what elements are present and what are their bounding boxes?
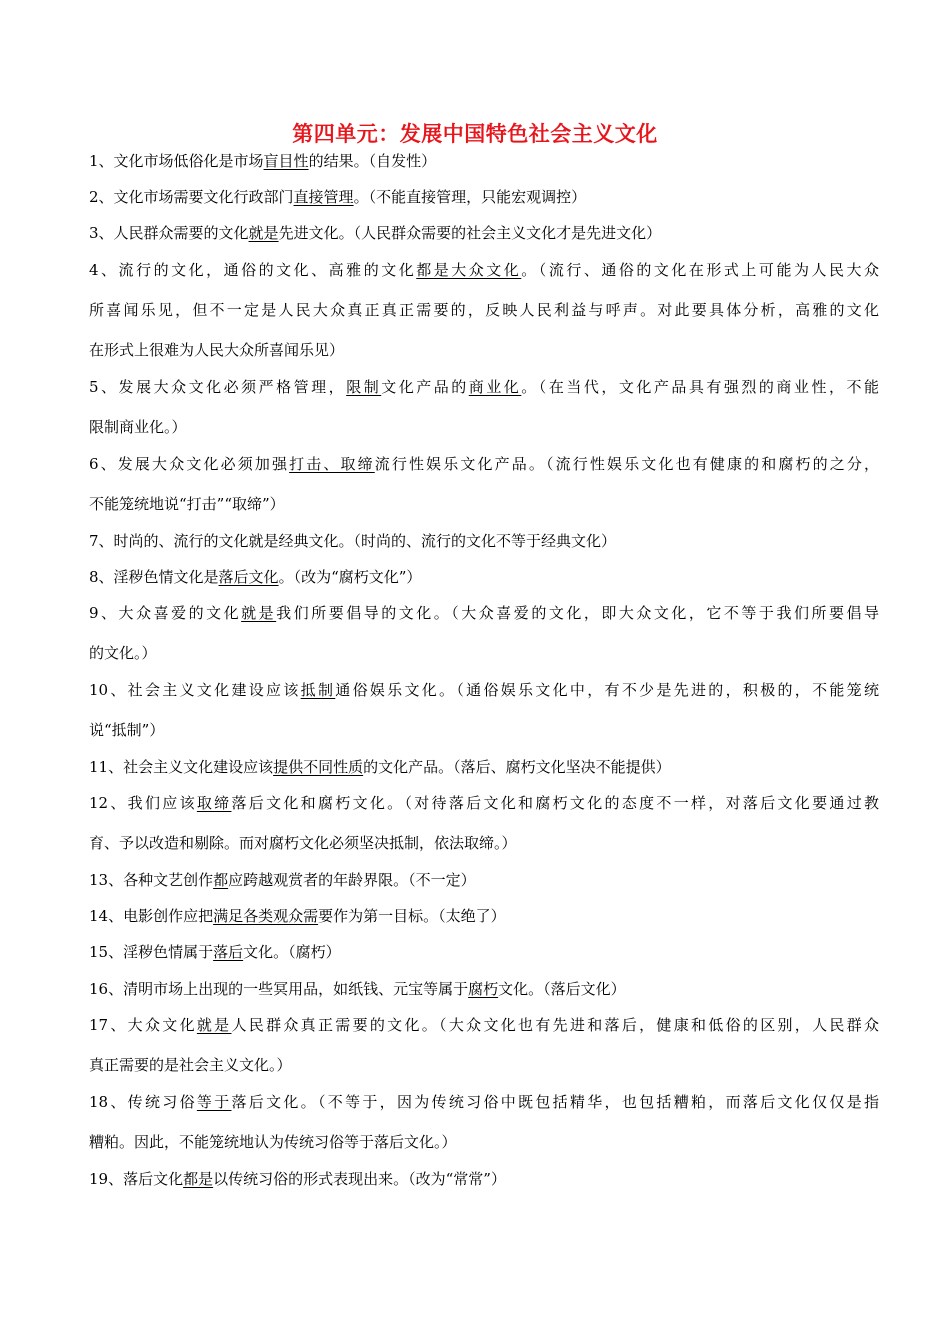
statement-1: [89, 151, 879, 171]
statement-9-cont: 的文化。）: [89, 644, 157, 662]
underlined-error: 打击、取缔: [289, 455, 375, 473]
statement-16: [89, 979, 879, 999]
statement-text: 落后文化。（不等于，因为传统习俗中既包括精华，也包括糟粕，而落后文化仅仅是指: [231, 1093, 879, 1111]
statement-text: 文化。（腐朽）: [243, 943, 341, 961]
statement-4: [89, 260, 879, 280]
statement-9: [89, 603, 879, 623]
underlined-error: 等于: [196, 1093, 232, 1111]
underlined-error: 盲目性: [263, 152, 309, 170]
statement-15: [89, 942, 879, 962]
statement-text: 19、落后文化: [89, 1170, 184, 1188]
statement-text: 人民群众真正需要的文化。（大众文化也有先进和落后，健康和低俗的区别，人民群众: [231, 1016, 879, 1034]
underlined-error: 落后文化: [218, 568, 279, 586]
statement-2: [89, 187, 879, 207]
underlined-error: 落后: [213, 943, 244, 961]
statement-11: [89, 757, 879, 777]
statement-text: 10、社会主义文化建设应该: [89, 681, 301, 699]
underlined-error: 就是: [241, 604, 277, 622]
statement-text: 6、发展大众文化必须加强: [89, 455, 290, 473]
statement-text: 9、大众喜爱的文化: [89, 604, 242, 622]
statement-3: [89, 223, 879, 243]
statement-text: 落后文化和腐朽文化。（对待落后文化和腐朽文化的态度不一样，对落后文化要通过教: [231, 794, 879, 812]
statement-text: 。（在当代，文化产品具有强烈的商业性，不能: [521, 378, 879, 396]
statement-text: 。（不能直接管理，只能宏观调控）: [353, 188, 587, 206]
statement-4-cont: 在形式上很难为人民大众所喜闻乐见）: [89, 341, 345, 359]
statement-18: [89, 1092, 879, 1112]
statement-text: 11、社会主义文化建设应该: [89, 758, 274, 776]
underlined-error: 抵制: [300, 681, 336, 699]
statement-6: [89, 454, 879, 474]
document-title: 第四单元：发展中国特色社会主义文化: [292, 122, 658, 146]
statement-17-cont: 真正需要的是社会主义文化。）: [89, 1056, 292, 1074]
underlined-error: 提供不同性质: [273, 758, 364, 776]
underlined-error: 就是: [248, 224, 279, 242]
statement-text: 3、人民群众需要的文化: [89, 224, 249, 242]
statement-13: [89, 870, 879, 890]
statement-text: 17、大众文化: [89, 1016, 197, 1034]
statement-text: 要作为第一目标。（太绝了）: [318, 907, 506, 925]
statement-text: 我们所要倡导的文化。（大众喜爱的文化，即大众文化，它不等于我们所要倡导: [276, 604, 879, 622]
underlined-error: 都: [213, 871, 229, 889]
statement-text: 通俗娱乐文化。（通俗娱乐文化中，有不少是先进的，积极的，不能笼统: [335, 681, 879, 699]
underlined-error: 就是: [196, 1016, 232, 1034]
underlined-error: 腐朽: [468, 980, 499, 998]
statement-text: 13、各种文艺创作: [89, 871, 214, 889]
statement-text: 4、流行的文化，通俗的文化、高雅的文化: [89, 261, 417, 279]
statement-14: [89, 906, 879, 926]
statement-7: 7、时尚的、流行的文化就是经典文化。（时尚的、流行的文化不等于经典文化）: [89, 532, 617, 550]
statement-5-cont: 限制商业化。）: [89, 418, 187, 436]
statement-text: 。（流行、通俗的文化在形式上可能为人民大众: [521, 261, 879, 279]
statement-text: 的文化产品。（落后、腐朽文化坚决不能提供）: [363, 758, 671, 776]
underlined-error: 取缔: [196, 794, 232, 812]
underlined-error: 直接管理: [293, 188, 354, 206]
statement-text: 18、传统习俗: [89, 1093, 197, 1111]
statement-text: 14、电影创作应把: [89, 907, 214, 925]
statement-text: 应跨越观赏者的年龄界限。（不一定）: [228, 871, 476, 889]
statement-19: [89, 1169, 879, 1189]
statement-text: 1、文化市场低俗化是市场: [89, 152, 264, 170]
statement-text: 文化产品的: [381, 378, 469, 396]
statement-5: [89, 377, 879, 397]
statement-text: 文化。（落后文化）: [498, 980, 626, 998]
underlined-error: 限制: [346, 378, 382, 396]
statement-8: [89, 567, 879, 587]
underlined-error: 商业化: [468, 378, 522, 396]
statement-4-cont: 所喜闻乐见，但不一定是人民大众真正真正需要的，反映人民利益与呼声。对此要具体分析，高雅的文化: [89, 301, 879, 319]
statement-10: [89, 680, 879, 700]
statement-text: 12、我们应该: [89, 794, 197, 812]
statement-text: 2、文化市场需要文化行政部门: [89, 188, 294, 206]
statement-text: 。（改为“腐朽文化”）: [278, 568, 422, 586]
underlined-error: 都是大众文化: [416, 261, 522, 279]
statement-text: 先进文化。（人民群众需要的社会主义文化才是先进文化）: [278, 224, 662, 242]
statement-text: 的结果。（自发性）: [308, 152, 437, 170]
statement-text: 以传统习俗的形式表现出来。（改为“常常”）: [213, 1170, 506, 1188]
statement-text: 8、淫秽色情文化是: [89, 568, 219, 586]
statement-10-cont: 说“抵制”）: [89, 721, 165, 739]
statement-text: 16、清明市场上出现的一些冥用品，如纸钱、元宝等属于: [89, 980, 469, 998]
statement-17: [89, 1015, 879, 1035]
statement-12-cont: 育、予以改造和剔除。而对腐朽文化必须坚决抵制，依法取缔。）: [89, 834, 517, 852]
statement-6-cont: 不能笼统地说“打击”“取缔”）: [89, 495, 285, 513]
underlined-error: 都是: [183, 1170, 214, 1188]
statement-text: 5、发展大众文化必须严格管理，: [89, 378, 347, 396]
statement-text: 15、淫秽色情属于: [89, 943, 214, 961]
statement-18-cont: 糟粕。因此，不能笼统地认为传统习俗等于落后文化。）: [89, 1133, 457, 1151]
underlined-error: 满足各类观众需: [213, 907, 319, 925]
statement-text: 流行性娱乐文化产品。（流行性娱乐文化也有健康的和腐朽的之分，: [374, 455, 879, 473]
statement-12: [89, 793, 879, 813]
